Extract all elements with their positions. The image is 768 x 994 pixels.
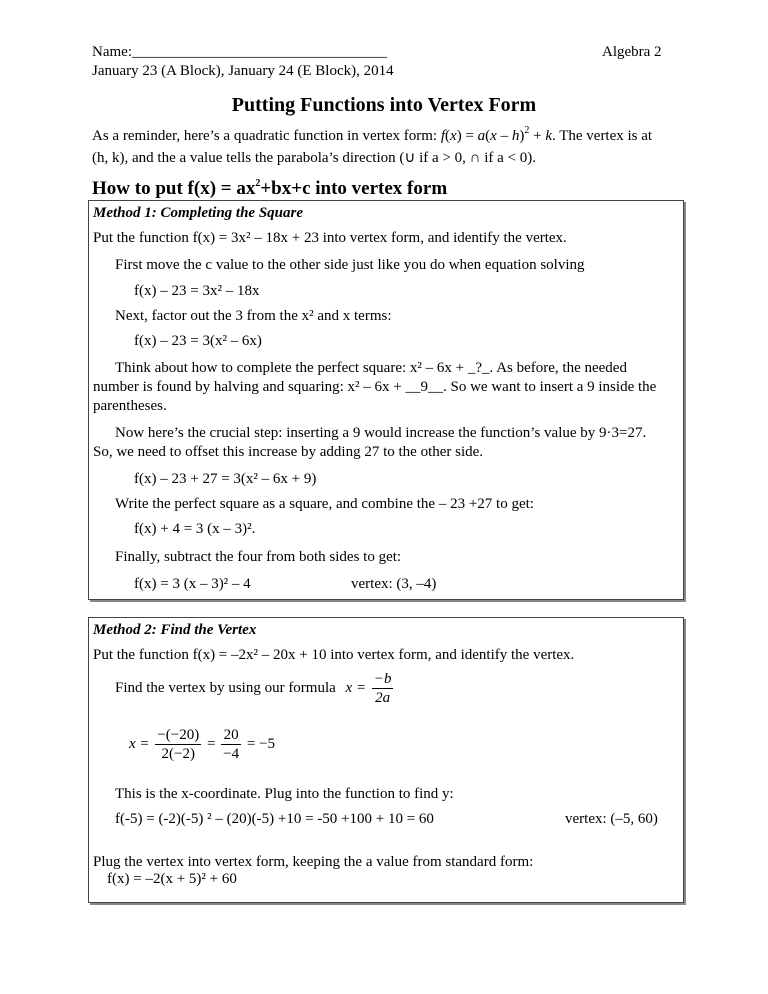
method1-eq1: f(x) – 23 = 3x² – 18x xyxy=(134,283,260,299)
formula-numerator: −b xyxy=(373,671,392,687)
calc-denominator-2: −4 xyxy=(223,746,240,762)
page-title: Putting Functions into Vertex Form xyxy=(231,94,537,116)
formula-denominator: 2a xyxy=(375,690,391,706)
method2-prompt: Put the function f(x) = –2x² – 20x + 10 into vertex form, and identify the vertex. xyxy=(93,647,575,663)
method1-eq5: f(x) = 3 (x – 3)² – 4 xyxy=(134,576,251,592)
method2-final-line1: Plug the vertex into vertex form, keeping the a value from standard form: xyxy=(93,854,534,870)
formula-lhs: x = xyxy=(345,679,367,696)
intro-line-1: As a reminder, here’s a quadratic function in vertex form: f(x) = a(x – h)$^2$ + k. The vertex is at xyxy=(92,125,653,144)
method1-step4: Finally, subtract the four from both sides to get: xyxy=(115,549,402,565)
calc-numerator-2: 20 xyxy=(221,726,241,745)
method1-eq4: f(x) + 4 = 3 (x – 3)². xyxy=(134,521,256,537)
intro-line-2: (h, k), and the a value tells the parabola’s direction (∪ if a > 0, ∩ if a < 0). xyxy=(92,150,537,166)
method2-step2: This is the x-coordinate. Plug into the function to find y: xyxy=(115,786,454,802)
method1-step1: First move the c value to the other side just like you do when equation solving xyxy=(115,257,585,273)
method2-step1: Find the vertex by using our formula xyxy=(115,679,336,696)
method2-header: Method 2: Find the Vertex xyxy=(93,622,257,638)
name-line: Name:__________________________________ xyxy=(92,44,387,60)
calc-equals: = xyxy=(206,735,216,752)
method2-vertex: vertex: (–5, 60) xyxy=(565,811,658,827)
calc-fraction-1 xyxy=(155,726,201,763)
method1-eq2: f(x) – 23 = 3(x² – 6x) xyxy=(134,333,262,349)
calc-result: = −5 xyxy=(246,735,276,752)
method2-final-line2: f(x) = –2(x + 5)² + 60 xyxy=(107,871,237,887)
method1-para2-line1: Now here’s the crucial step: inserting a 9 would increase the function’s value by 9·3=27. xyxy=(115,425,647,441)
method1-header: Method 1: Completing the Square xyxy=(93,205,304,221)
method1-para2-line2: So, we need to offset this increase by adding 27 to the other side. xyxy=(93,444,484,460)
vertex-form-formula: f(x) = a(x – h)$^2$ + k xyxy=(440,125,552,144)
calc-fraction-2 xyxy=(221,726,241,763)
method1-para1-line1: Think about how to complete the perfect square: x² – 6x + _?_. As before, the needed xyxy=(115,360,627,376)
method1-step2: Next, factor out the 3 from the x² and x terms: xyxy=(115,308,392,324)
method2-eval: f(-5) = (-2)(-5) ² – (20)(-5) +10 = -50 +100 + 10 = 60 xyxy=(115,811,434,827)
method2-box xyxy=(88,617,684,903)
method1-box xyxy=(88,200,684,600)
method1-para1-line2: number is found by halving and squaring: x² – 6x + __9__. So we want to insert a 9 inside the xyxy=(93,379,657,395)
method1-vertex: vertex: (3, –4) xyxy=(351,576,437,592)
vertex-formula-fraction xyxy=(372,670,394,707)
method1-step3: Write the perfect square as a square, and combine the – 23 +27 to get: xyxy=(115,496,534,512)
date-line: January 23 (A Block), January 24 (E Block), 2014 xyxy=(92,63,394,79)
calc-denominator-1: 2(−2) xyxy=(161,746,195,762)
method2-calculation xyxy=(129,726,275,763)
method2-formula-line xyxy=(115,670,395,707)
method1-eq3: f(x) – 23 + 27 = 3(x² – 6x + 9) xyxy=(134,471,317,487)
method1-para1-line3: parentheses. xyxy=(93,398,167,414)
section-heading: How to put $f(x) = ax^2+bx+c$ into vertex form xyxy=(92,177,448,199)
calc-lhs: x = xyxy=(129,735,150,752)
method1-prompt: Put the function f(x) = 3x² – 18x + 23 into vertex form, and identify the vertex. xyxy=(93,230,567,246)
subject-label: Algebra 2 xyxy=(602,44,662,60)
calc-numerator-1: −(−20) xyxy=(157,727,200,743)
